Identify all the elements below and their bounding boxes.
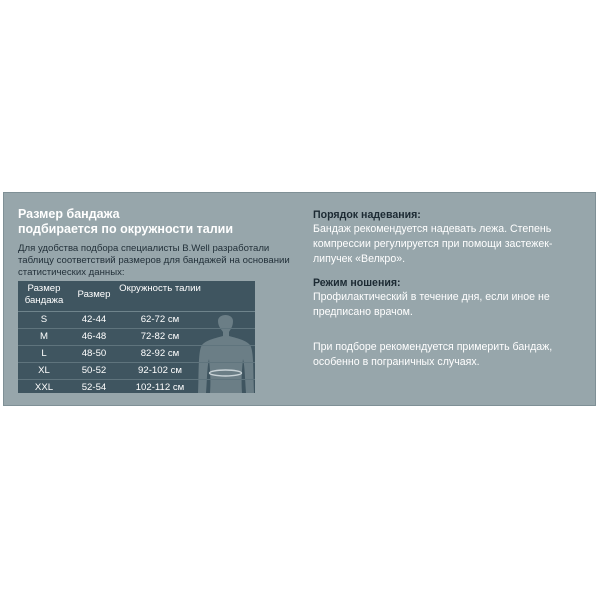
wear-mode-text: Профилактический в течение дня, если иное не предписано врачом. [313,291,550,318]
size-cell: 48-50 [81,348,107,359]
table-row [18,312,255,329]
fitting-advice-text: При подборе рекомендуется примерить бандаж, особенно в пограничных случаях. [313,341,553,368]
brace-size-cell: L [41,348,47,359]
header-brace-size: Размер бандажа [24,283,64,306]
size-guide-section [18,207,308,280]
size-cell: 46-48 [81,331,107,342]
wearing-order-text: Бандаж рекомендуется надевать лежа. Степень компрессии регулируется при помощи застежек-липучек «Велкро». [313,223,553,265]
wearing-order-heading: Порядок надевания: [313,209,421,221]
size-cell: 42-44 [81,314,107,325]
waist-cell: 102-112 см [135,382,185,393]
header-size: Размер [77,289,111,300]
size-table-header [18,281,255,312]
waist-cell: 72-82 см [140,331,180,342]
brace-size-cell: XL [38,365,50,376]
brace-size-cell: XXL [34,382,54,393]
size-cell: 52-54 [81,382,107,393]
size-cell: 50-52 [81,365,107,376]
header-waist: Окружность талии [119,283,201,294]
waist-cell: 92-102 см [138,365,182,376]
size-guide-title-line2: подбирается по окружности талии [18,222,234,236]
table-row [18,346,255,363]
usage-instructions [313,208,583,370]
table-row [18,329,255,346]
brace-size-cell: S [40,314,48,325]
table-row [18,363,255,380]
wear-mode-heading: Режим ношения: [313,277,401,289]
size-table-body [18,312,255,393]
size-guide-intro: Для удобства подбора специалисты B.Well разработали таблицу соответствий размеров для бандажей на основании статистических данных: [18,243,290,279]
waist-cell: 62-72 см [140,314,180,325]
size-info-panel [3,192,596,406]
size-guide-title-line1: Размер бандажа [18,207,120,221]
waist-cell: 82-92 см [140,348,180,359]
size-table [18,281,255,393]
table-row [18,380,255,393]
brace-size-cell: M [40,331,48,342]
